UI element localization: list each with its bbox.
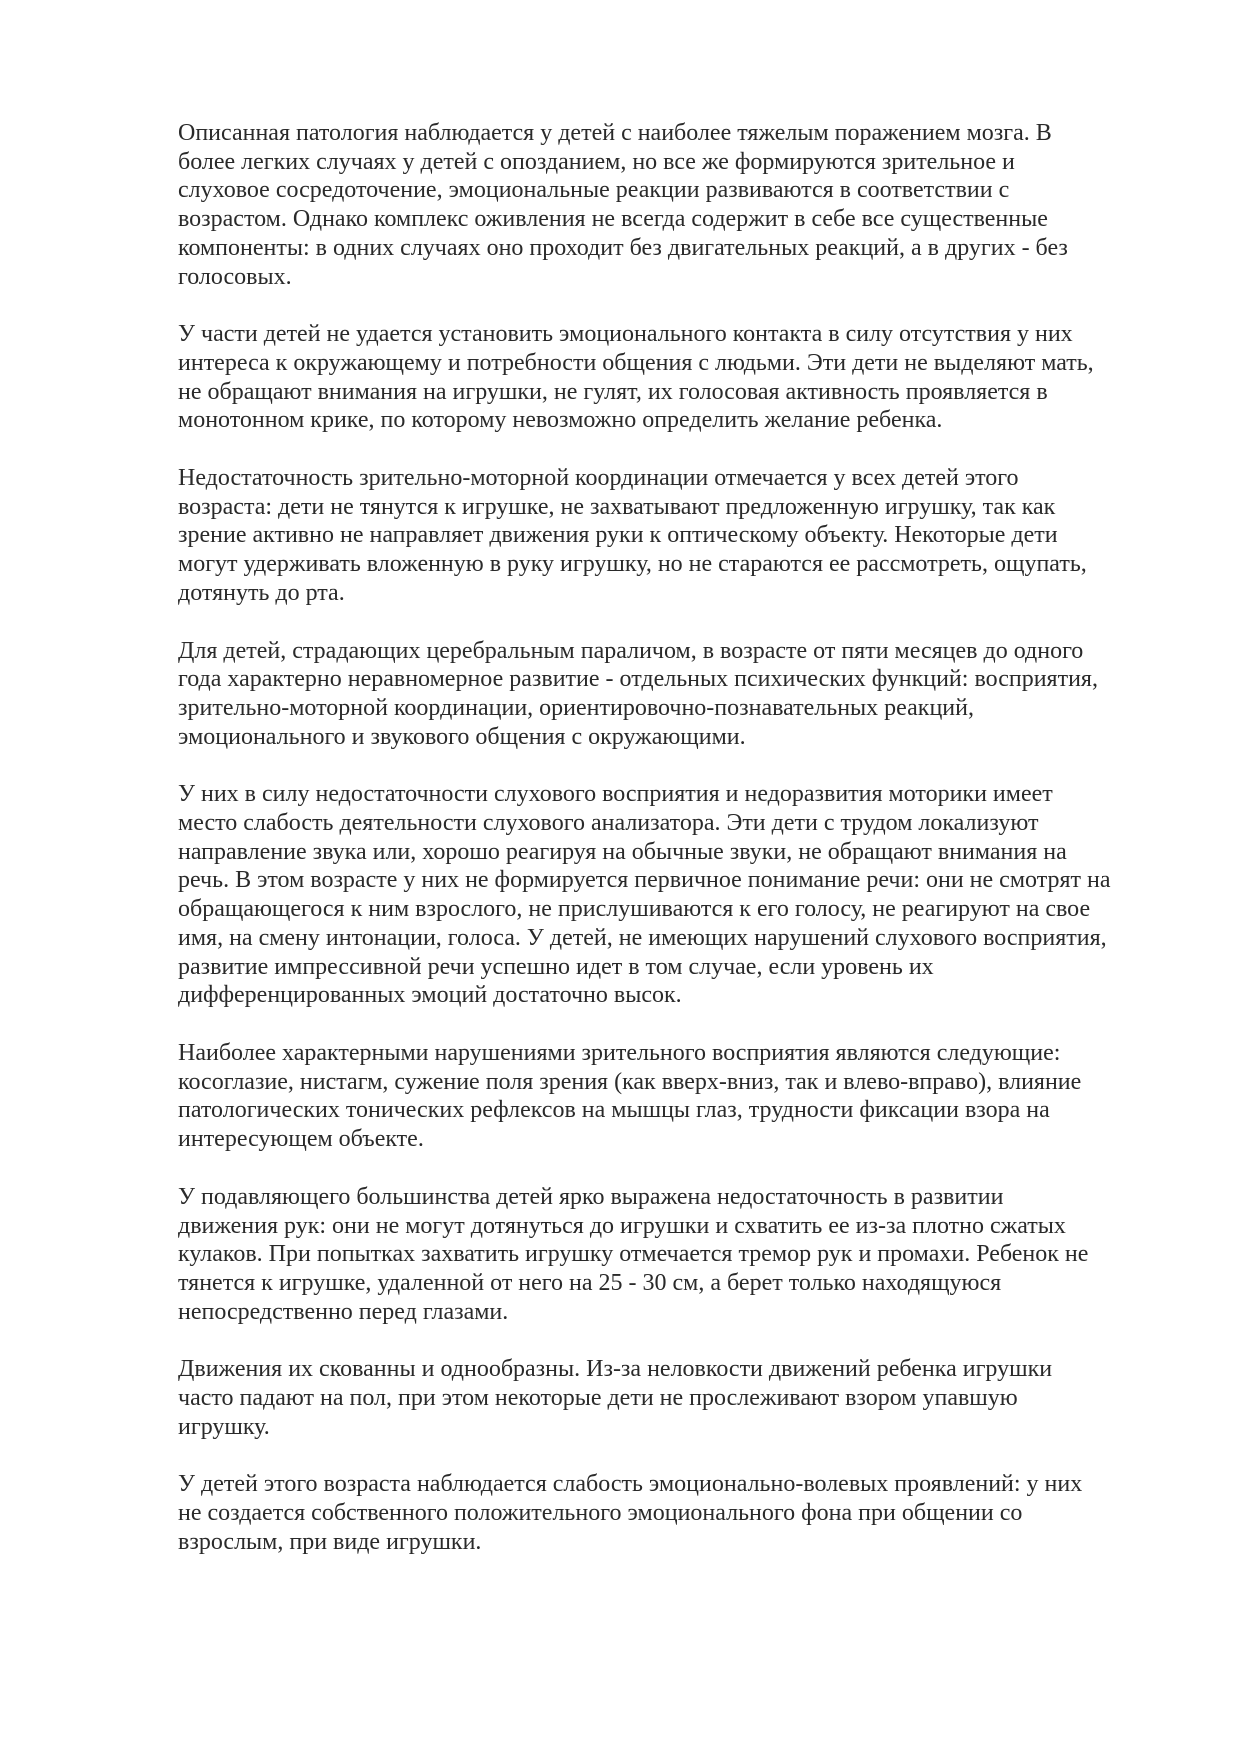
text-line: могут удерживать вложенную в руку игрушку, но не стараются ее рассмотреть, ощупать, — [178, 551, 1087, 578]
text-line: дотянуть до рта. — [178, 579, 345, 606]
text-line: имя, на смену интонации, голоса. У детей, не имеющих нарушений слухового восприятия, — [178, 924, 1107, 951]
text-line: года характерно неравномерное развитие - отдельных психических функций: восприятия, — [178, 666, 1098, 693]
text-line: игрушку. — [178, 1413, 270, 1440]
text-line: направление звука или, хорошо реагируя на обычные звуки, не обращают внимания на — [178, 838, 1067, 865]
text-line: дифференцированных эмоций достаточно высок. — [178, 982, 682, 1009]
text-line: У части детей не удается установить эмоционального контакта в силу отсутствия у них — [178, 321, 1073, 348]
text-line: косоглазие, нистагм, сужение поля зрения (как вверх-вниз, так и влево-вправо), влияние — [178, 1068, 1082, 1095]
text-line: тянется к игрушке, удаленной от него на 25 - 30 см, а берет только находящуюся — [178, 1269, 1002, 1296]
text-line: голосовых. — [178, 263, 292, 290]
paragraph-3 — [178, 464, 1163, 608]
paragraph-1 — [178, 119, 1163, 291]
paragraph-8 — [178, 1355, 1163, 1441]
text-line: Для детей, страдающих церебральным параличом, в возрасте от пяти месяцев до одного — [178, 637, 1084, 664]
text-line: не обращают внимания на игрушки, не гулят, их голосовая активность проявляется в — [178, 378, 1048, 405]
text-line: речь. В этом возрасте у них не формируется первичное понимание речи: они не смотрят на — [178, 867, 1111, 894]
text-line: не создается собственного положительного эмоционального фона при общении со — [178, 1500, 1023, 1527]
paragraph-7 — [178, 1183, 1163, 1327]
text-line: движения рук: они не могут дотянуться до игрушки и схватить ее из-за плотно сжатых — [178, 1212, 1066, 1239]
text-line: интереса к окружающему и потребности общения с людьми. Эти дети не выделяют мать, — [178, 349, 1094, 376]
text-line: зрительно-моторной координации, ориентировочно-познавательных реакций, — [178, 694, 974, 721]
text-line: место слабость деятельности слухового анализатора. Эти дети с трудом локализуют — [178, 810, 1039, 837]
text-line: компоненты: в одних случаях оно проходит без двигательных реакций, а в других - без — [178, 234, 1068, 261]
text-line: возраста: дети не тянутся к игрушке, не захватывают предложенную игрушку, так как — [178, 493, 1056, 520]
text-line: обращающегося к ним взрослого, не прислушиваются к его голосу, не реагируют на свое — [178, 896, 1091, 923]
text-line: монотонном крике, по которому невозможно определить желание ребенка. — [178, 407, 943, 434]
text-line: Наиболее характерными нарушениями зрительного восприятия являются следующие: — [178, 1039, 1061, 1066]
paragraph-5 — [178, 780, 1163, 1010]
text-line: возрастом. Однако комплекс оживления не всегда содержит в себе все существенные — [178, 206, 1048, 233]
text-line: интересующем объекте. — [178, 1126, 424, 1153]
text-line: слуховое сосредоточение, эмоциональные реакции развиваются в соответствии с — [178, 177, 1010, 204]
paragraph-9 — [178, 1470, 1163, 1556]
text-line: кулаков. При попытках захватить игрушку отмечается тремор рук и промахи. Ребенок не — [178, 1241, 1089, 1268]
text-line: более легких случаях у детей с опозданием, но все же формируются зрительное и — [178, 148, 1015, 175]
text-line: У детей этого возраста наблюдается слабость эмоционально-волевых проявлений: у них — [178, 1471, 1083, 1498]
paragraph-4 — [178, 637, 1163, 752]
text-line: непосредственно перед глазами. — [178, 1298, 509, 1325]
text-line: Описанная патология наблюдается у детей с наиболее тяжелым поражением мозга. В — [178, 120, 1052, 146]
paragraph-6 — [178, 1039, 1163, 1154]
document-body — [178, 119, 1163, 1586]
text-line: зрение активно не направляет движения руки к оптическому объекту. Некоторые дети — [178, 522, 1058, 549]
text-line: эмоционального и звукового общения с окружающими. — [178, 723, 746, 750]
text-line: У них в силу недостаточности слухового восприятия и недоразвития моторики имеет — [178, 781, 1053, 808]
text-line: развитие импрессивной речи успешно идет в том случае, если уровень их — [178, 953, 934, 980]
text-line: часто падают на пол, при этом некоторые дети не прослеживают взором упавшую — [178, 1385, 1018, 1412]
text-line: взрослым, при виде игрушки. — [178, 1528, 482, 1555]
paragraph-2 — [178, 320, 1163, 435]
text-line: Недостаточность зрительно-моторной координации отмечается у всех детей этого — [178, 465, 1019, 492]
text-line: Движения их скованны и однообразны. Из-за неловкости движений ребенка игрушки — [178, 1356, 1053, 1383]
text-line: патологических тонических рефлексов на мышцы глаз, трудности фиксации взора на — [178, 1097, 1050, 1124]
text-line: У подавляющего большинства детей ярко выражена недостаточность в развитии — [178, 1183, 1004, 1210]
